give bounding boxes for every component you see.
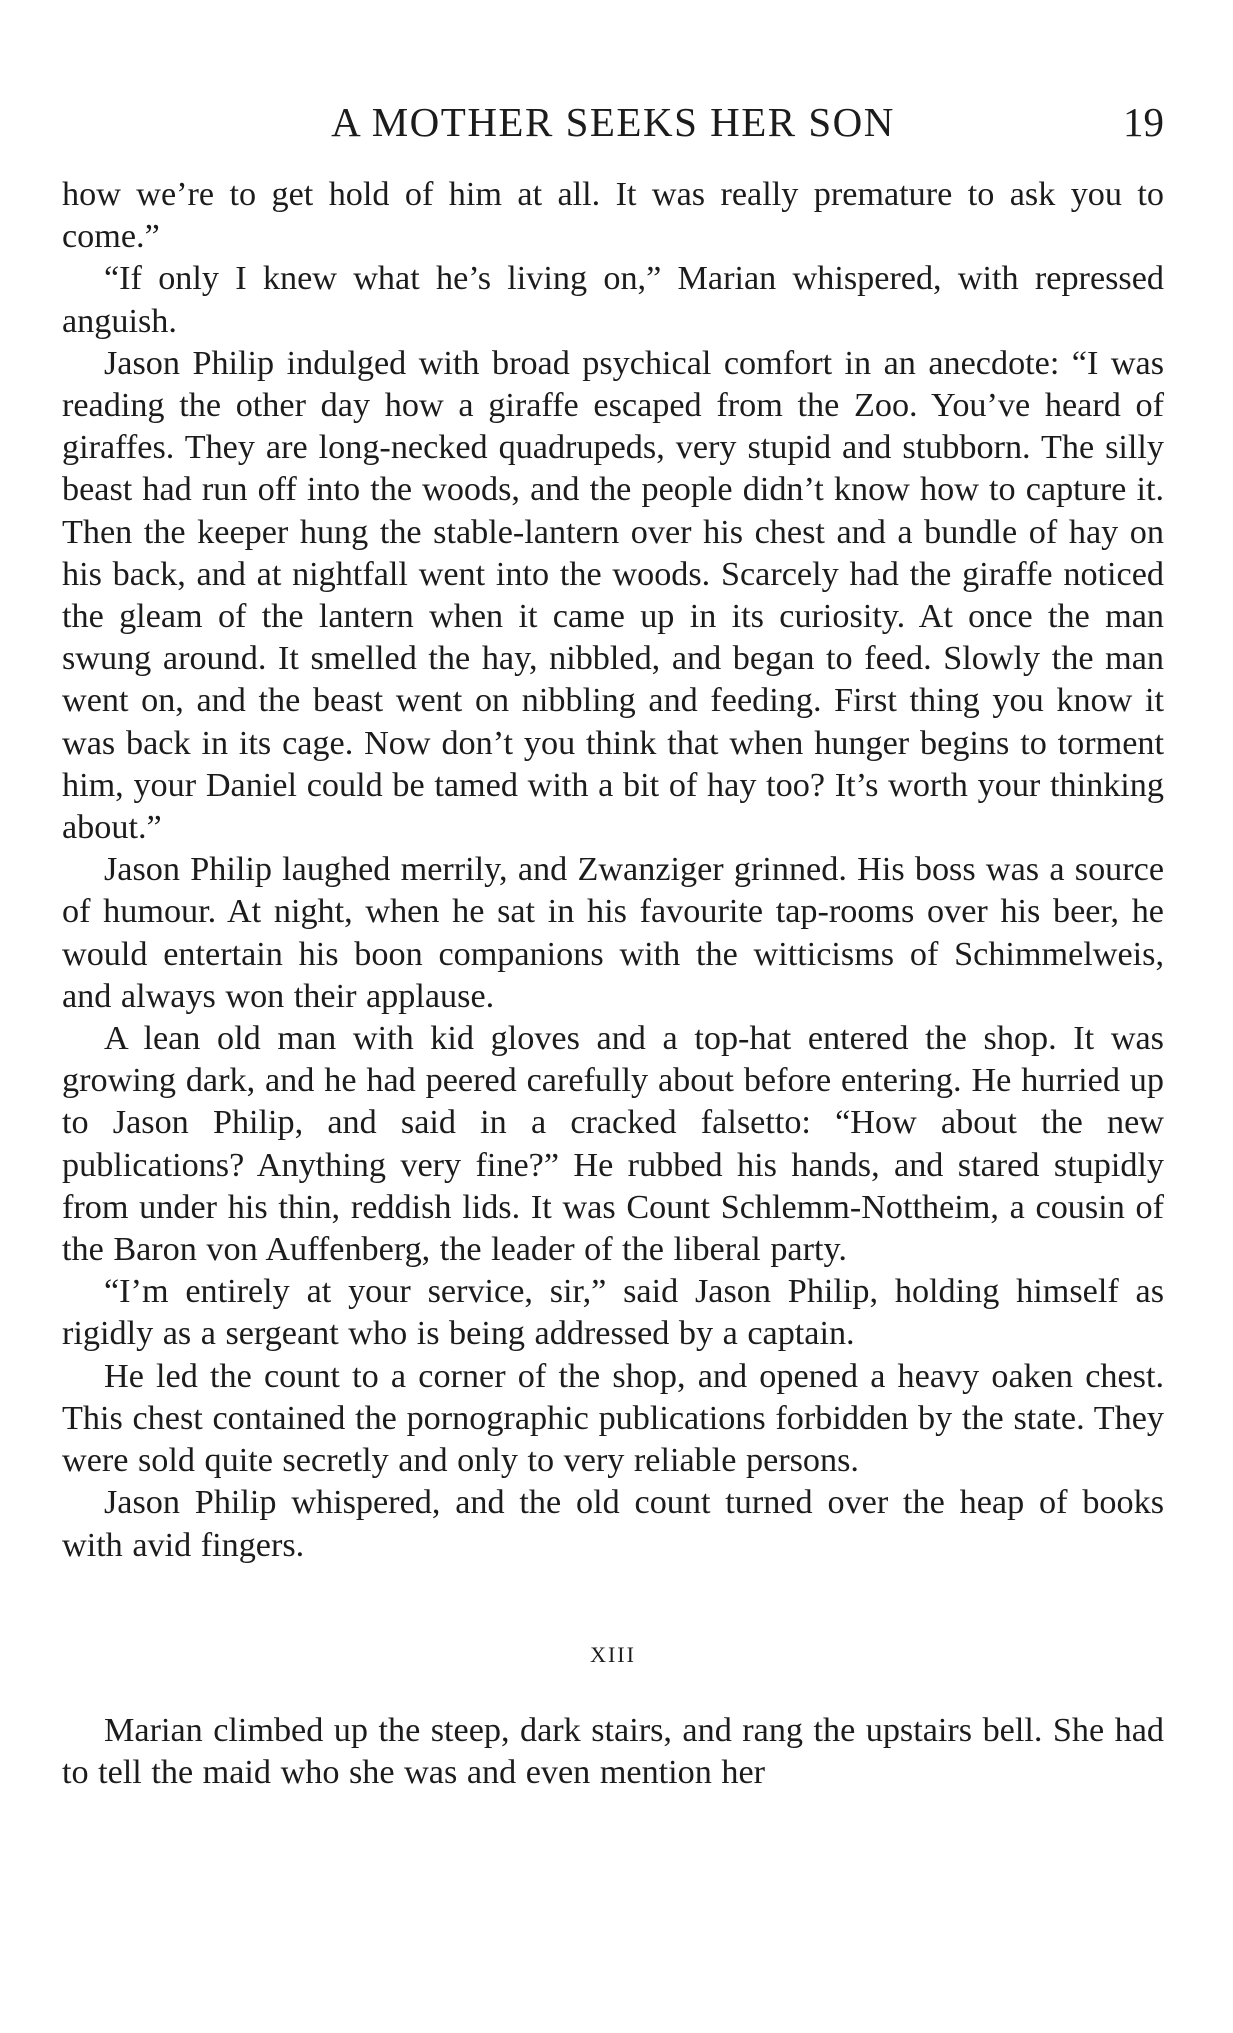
running-head [62, 96, 1164, 148]
section-paragraph: Marian climbed up the steep, dark stairs, and rang the upstairs bell. She had to tell the maid who she was and even mention her [62, 1711, 1164, 1791]
paragraph-continued: how we’re to get hold of him at all. It was really premature to ask you to come.” [62, 176, 1164, 256]
running-title: A MOTHER SEEKS HER SON [331, 99, 895, 145]
page-number: 19 [1123, 99, 1164, 145]
paragraph: Jason Philip whispered, and the old count turned over the heap of books with avid fingers. [62, 1484, 1164, 1564]
paragraph: “If only I knew what he’s living on,” Marian whispered, with repressed anguish. [62, 260, 1164, 340]
paragraph: A lean old man with kid gloves and a top-hat entered the shop. It was growing dark, and he had peered carefully about before entering. He hurried up to Jason Philip, and said in a cracked falsetto: “How about the new publications? Anything very fine?” He rubbed his hands, and stared stupidly from under his thin, reddish lids. It was Count Schlemm-Nottheim, a cousin of the Baron von Auffenberg, the leader of the liberal party. [62, 1020, 1164, 1269]
paragraph: He led the count to a corner of the shop, and opened a heavy oaken chest. This chest contained the pornographic publications forbidden by the state. They were sold quite secretly and only to very reliable persons. [62, 1357, 1164, 1480]
paragraph: Jason Philip laughed merrily, and Zwanziger grinned. His boss was a source of humour. At night, when he sat in his favourite tap-rooms over his beer, he would entertain his boon companions with the witticisms of Schimmelweis, and always won their applause. [62, 851, 1164, 1015]
section-heading: XIII [590, 1641, 636, 1667]
paragraph: Jason Philip indulged with broad psychical comfort in an anecdote: “I was reading the other day how a giraffe escaped from the Zoo. You’ve heard of giraffes. They are long-necked quadrupeds, very stupid and stubborn. The silly beast had run off into the woods, and the people didn’t know how to capture it. Then the keeper hung the stable-lantern over his chest and a bundle of hay on his back, and at nightfall went into the woods. Scarcely had the giraffe noticed the gleam of the lantern when it came up in its curiosity. At once the man swung around. It smelled the hay, nibbled, and began to feed. Slowly the man went on, and the beast went on nibbling and feeding. First thing you know it was back in its cage. Now don’t you think that when hunger begins to torment him, your Daniel could be tamed with a bit of hay too? It’s worth your thinking about.” [62, 344, 1164, 847]
paragraph: “I’m entirely at your service, sir,” said Jason Philip, holding himself as rigidly as a sergeant who is being addressed by a captain. [62, 1273, 1164, 1353]
body-text [62, 174, 1164, 1794]
